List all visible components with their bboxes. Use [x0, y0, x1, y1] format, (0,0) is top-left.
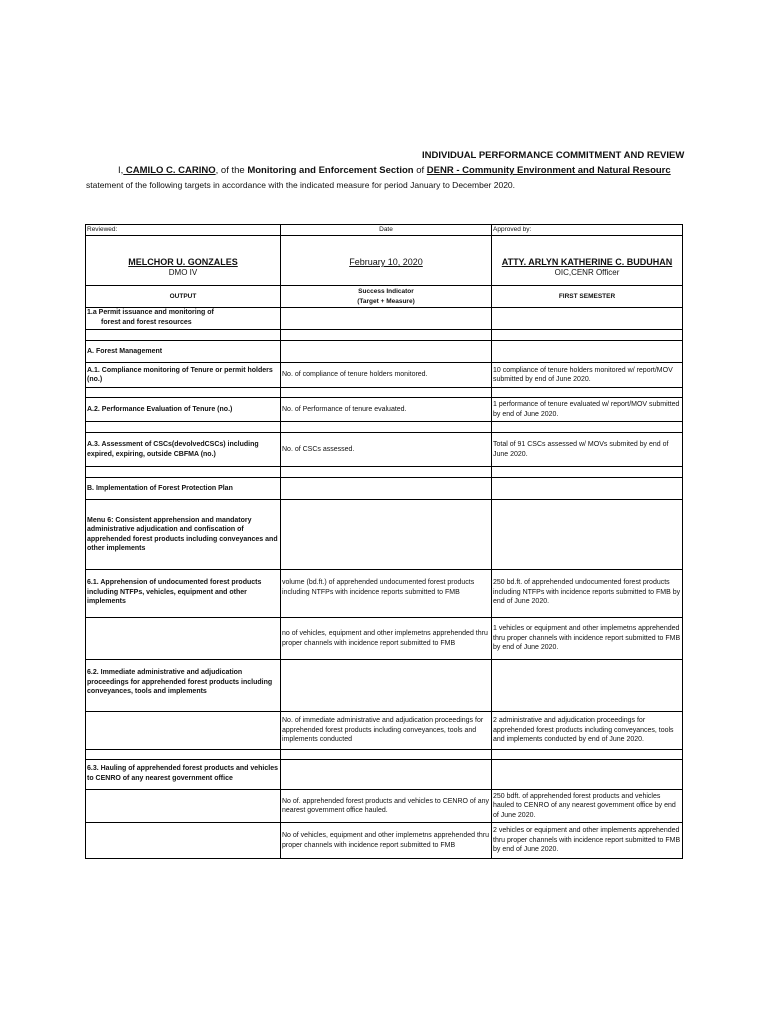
intro-mid: , of the	[215, 165, 248, 176]
a3-output: A.3. Assessment of CSCs(devolvedCSCs) including expired, expiring, outside CBFMA (no.)	[86, 433, 281, 467]
s62-indicator: No. of immediate administrative and adjudication proceedings for apprehended forest products including conveyances, tools and implements conducted	[281, 712, 492, 750]
s62-target: 2 administrative and adjudication proceedings for apprehended forest products including conveyances, tools and implements conducted by end of June 2020.	[492, 712, 683, 750]
output-cell	[86, 308, 281, 330]
s61-target1: 250 bd.ft. of apprehended undocumented forest products including NTFPs with incidence reports submitted to FMB by end of June 2020.	[492, 570, 683, 618]
commitment-statement: statement of the following targets in accordance with the indicated measure for period January to December 2020.	[86, 180, 516, 190]
employee-name: CAMILO C. CARINO	[123, 165, 216, 176]
date-label: Date	[281, 225, 492, 236]
table-row	[86, 660, 683, 712]
table-row	[86, 712, 683, 750]
table-row	[86, 363, 683, 388]
a2-indicator: No. of Performance of tenure evaluated.	[281, 398, 492, 422]
s63-indicator2: No of vehicles, equipment and other implemetns apprehended thru proper channels with incidence report submitted to FMB	[281, 823, 492, 859]
column-header-row	[86, 286, 683, 308]
reviewer-cell	[86, 236, 281, 286]
signatory-label-row	[86, 225, 683, 236]
target-cell	[492, 308, 683, 330]
a3-target: Total of 91 CSCs assessed w/ MOVs submited by end of June 2020.	[492, 433, 683, 467]
table-row	[86, 760, 683, 790]
table-row	[86, 388, 683, 398]
table-row	[86, 398, 683, 422]
office-name: DENR - Community Environment and Natural Resourc	[426, 165, 671, 176]
s61-indicator2: no of vehicles, equipment and other implemetns apprehended thru proper channels with incidence report submitted to FMB	[281, 618, 492, 660]
a2-target: 1 performance of tenure evaluated w/ report/MOV submitted by end of June 2020.	[492, 398, 683, 422]
s63-output: 6.3. Hauling of apprehended forest products and vehicles to CENRO of any nearest government office	[86, 760, 281, 790]
section-name: Monitoring and Enforcement Section	[247, 165, 414, 176]
s62-output: 6.2. Immediate administrative and adjudication proceedings for apprehended forest products including conveyances, tools and implements	[86, 660, 281, 712]
table-row	[86, 790, 683, 823]
review-date: February 10, 2020	[349, 257, 423, 267]
a3-indicator: No. of CSCs assessed.	[281, 433, 492, 467]
success-indicator-header	[281, 286, 492, 308]
success-indicator-label: Success Indicator	[358, 288, 414, 295]
commitment-intro	[118, 165, 682, 176]
approver-title: OIC,CENR Officer	[554, 267, 620, 277]
s61-indicator1: volume (bd.ft.) of apprehended undocumented forest products including NTFPs with incidence reports submitted to FMB	[281, 570, 492, 618]
a2-output: A.2. Performance Evaluation of Tenure (no.)	[86, 398, 281, 422]
reviewer-title: DMO IV	[168, 267, 198, 277]
table-row	[86, 308, 683, 330]
date-cell	[281, 236, 492, 286]
table-row	[86, 750, 683, 760]
table-row	[86, 433, 683, 467]
table-row	[86, 422, 683, 433]
forest-management-heading: A. Forest Management	[86, 341, 281, 363]
s63-target1: 250 bdft. of apprehended forest products and vehicles hauled to CENRO of any nearest government office by end of June 2020.	[492, 790, 683, 823]
table-row	[86, 570, 683, 618]
table-row	[86, 330, 683, 341]
indicator-cell	[281, 308, 492, 330]
first-semester-header: FIRST SEMESTER	[492, 286, 683, 308]
reviewed-label: Reviewed:	[86, 225, 281, 236]
signatory-row	[86, 236, 683, 286]
ipcr-table	[85, 224, 683, 859]
b-output: B. Implementation of Forest Protection Plan	[86, 478, 281, 500]
approver-name: ATTY. ARLYN KATHERINE C. BUDUHAN	[501, 257, 673, 267]
table-row	[86, 341, 683, 363]
approver-cell	[492, 236, 683, 286]
table-row	[86, 478, 683, 500]
s61-output: 6.1. Apprehension of undocumented forest products including NTFPs, vehicles, equipment and other implements	[86, 570, 281, 618]
approved-label: Approved by:	[492, 225, 683, 236]
table-row	[86, 618, 683, 660]
a1-target: 10 compliance of tenure holders monitored w/ report/MOV submitted by end of June 2020.	[492, 363, 683, 388]
intro-prefix: I,	[118, 165, 124, 176]
table-row	[86, 500, 683, 570]
menu6-output: Menu 6: Consistent apprehension and mandatory administrative adjudication and confiscation of apprehended forest products including conveyances and other implements	[86, 500, 281, 570]
table-row	[86, 467, 683, 478]
reviewer-name: MELCHOR U. GONZALES	[128, 257, 238, 267]
s61-target2: 1 vehicles or equipment and other implemetns apprehended thru proper channels with incidence report submitted to FMB by end of June 2020.	[492, 618, 683, 660]
output-header: OUTPUT	[86, 286, 281, 308]
a1-output: A.1. Compliance monitoring of Tenure or permit holders (no.)	[86, 363, 281, 388]
target-measure-label: (Target + Measure)	[357, 297, 415, 305]
permit-issuance-line2: forest and forest resources	[101, 318, 192, 326]
document-title: INDIVIDUAL PERFORMANCE COMMITMENT AND REVIEW	[422, 150, 685, 161]
intro-of: of	[413, 165, 427, 176]
s63-indicator1: No of. apprehended forest products and vehicles to CENRO of any nearest government office hauled.	[281, 790, 492, 823]
permit-issuance-line1: 1.a Permit issuance and monitoring of	[87, 309, 214, 316]
a1-indicator: No. of compliance of tenure holders monitored.	[281, 363, 492, 388]
s63-target2: 2 vehicles or equipment and other implements apprehended thru proper channels with incidence report submitted to FMB by end of June 2020.	[492, 823, 683, 859]
table-row	[86, 823, 683, 859]
